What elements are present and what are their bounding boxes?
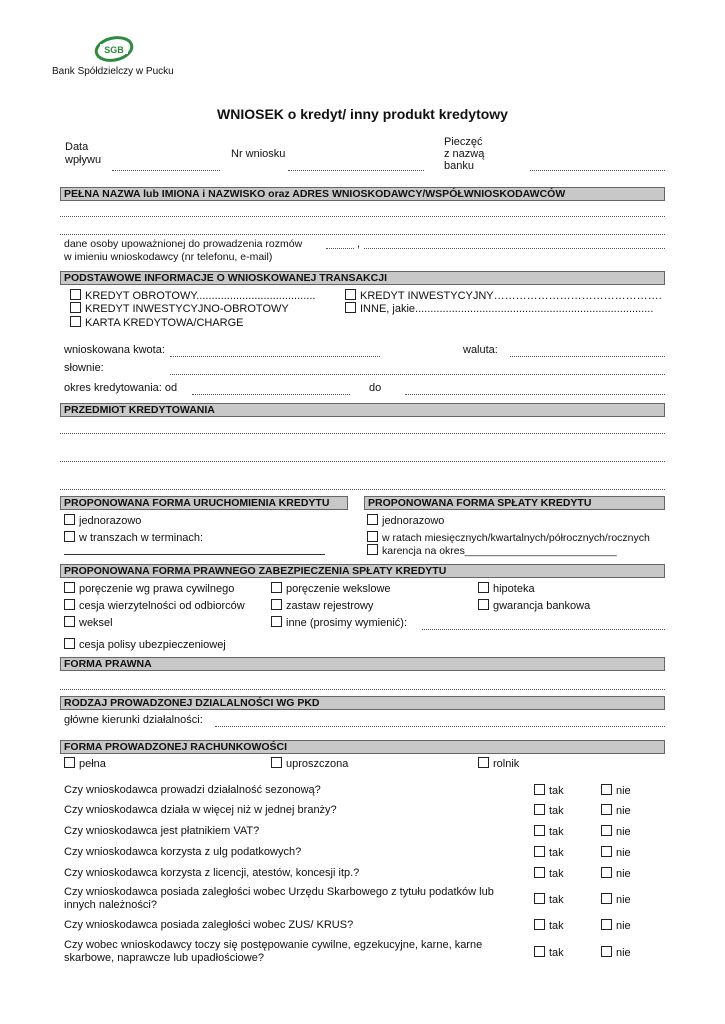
words-label: słownie: <box>64 362 104 374</box>
currency-label: waluta: <box>463 344 498 356</box>
subject-line-3[interactable] <box>60 489 665 490</box>
no-label: nie <box>616 894 631 906</box>
checkbox-other-security[interactable] <box>271 616 407 629</box>
checkbox-label: jednorazowo <box>79 515 142 527</box>
checkbox-investment-loan[interactable] <box>345 289 662 302</box>
other-security-field[interactable] <box>422 629 665 630</box>
checkbox-no-q6[interactable] <box>601 893 631 906</box>
period-label: okres kredytowania: od <box>64 382 178 394</box>
no-label: nie <box>616 868 631 880</box>
yes-label: tak <box>549 805 564 817</box>
yes-label: tak <box>549 894 564 906</box>
checkbox-no-q3[interactable] <box>601 825 631 838</box>
checkbox-label: hipoteka <box>493 583 535 595</box>
checkbox-label: gwarancja bankowa <box>493 600 591 612</box>
question-tax-relief: Czy wnioskodawca korzysta z ulg podatkowych? <box>64 846 302 858</box>
checkbox-yes-q2[interactable] <box>534 804 564 817</box>
section-header-repay: PROPONOWANA FORMA SPŁATY KREDYTU <box>364 496 665 510</box>
bank-name: Bank Spółdzielczy w Pucku <box>52 66 174 77</box>
checkbox-registered-pledge[interactable] <box>271 599 373 612</box>
question-tax-arrears-2: innych należności? <box>64 899 157 911</box>
checkbox-label: KARTA KREDYTOWA/CHARGE <box>85 317 244 329</box>
section-header-security: PROPONOWANA FORMA PRAWNEGO ZABEZPIECZENIA SPŁATY KREDYTU <box>60 564 665 578</box>
checkbox-investment-working-loan[interactable] <box>70 302 289 315</box>
period-to-label: do <box>369 382 382 394</box>
no-label: nie <box>616 947 631 959</box>
checkbox-label: weksel <box>79 617 113 629</box>
sgb-logo-icon <box>92 34 136 64</box>
question-proceedings-1: Czy wobec wnioskodawcy toczy się postępowanie cywilne, egzekucyjne, karne, karne <box>64 939 483 951</box>
amount-field[interactable] <box>170 356 380 357</box>
checkbox-receivables-assignment[interactable] <box>64 599 245 612</box>
checkbox-no-q8[interactable] <box>601 946 631 959</box>
yes-label: tak <box>549 785 564 797</box>
checkbox-other[interactable] <box>345 302 653 315</box>
yes-label: tak <box>549 868 564 880</box>
checkbox-full-accounting[interactable] <box>64 757 106 770</box>
checkbox-promissory-note[interactable] <box>64 616 113 629</box>
no-label: nie <box>616 847 631 859</box>
stamp-field[interactable] <box>530 170 665 171</box>
name-line-2[interactable] <box>60 234 665 235</box>
yes-label: tak <box>549 826 564 838</box>
section-header-launch: PROPONOWANA FORMA URUCHOMIENIA KREDYTU <box>60 496 348 510</box>
checkbox-yes-q6[interactable] <box>534 893 564 906</box>
pkd-field[interactable] <box>215 726 665 727</box>
date-label-2: wpływu <box>65 154 102 166</box>
checkbox-label: zastaw rejestrowy <box>286 600 374 612</box>
question-zus-arrears: Czy wnioskodawca posiada zaległości wobec ZUS/ KRUS? <box>64 919 354 931</box>
yes-label: tak <box>549 947 564 959</box>
checkbox-label: jednorazowo <box>382 515 445 527</box>
checkbox-yes-q7[interactable] <box>534 919 564 932</box>
checkbox-no-q7[interactable] <box>601 919 631 932</box>
words-field[interactable] <box>170 374 665 375</box>
checkbox-yes-q5[interactable] <box>534 867 564 880</box>
pkd-label: główne kierunki działalności: <box>64 714 203 726</box>
date-label-1: Data <box>65 141 89 153</box>
application-number-label: Nr wniosku <box>231 148 286 160</box>
question-vat: Czy wnioskodawca jest płatnikiem VAT? <box>64 825 260 837</box>
section-header-pkd: RODZAJ PROWADZONEJ DZIALALNOŚCI WG PKD <box>60 696 665 710</box>
section-header-name: PEŁNA NAZWA lub IMIONA i NAZWISKO oraz ADRES WNIOSKODAWCY/WSPÓŁWNIOSKODAWCÓW <box>60 187 665 201</box>
checkbox-bank-guarantee[interactable] <box>478 599 590 612</box>
checkbox-civil-guarantee[interactable] <box>64 582 234 595</box>
section-header-legal: FORMA PRAWNA <box>60 657 665 671</box>
checkbox-label: INNE, jakie.............................................................................. <box>360 303 654 315</box>
form-title: WNIOSEK o kredyt/ inny produkt kredytowy <box>217 106 508 122</box>
checkbox-yes-q8[interactable] <box>534 946 564 959</box>
section-header-accounting: FORMA PROWADZONEJ RACHUNKOWOŚCI <box>60 740 665 754</box>
question-proceedings-2: skarbowe, naprawcze lub upadłościowe? <box>64 952 264 964</box>
date-field[interactable] <box>112 170 220 171</box>
checkbox-grace-period[interactable] <box>367 544 617 557</box>
checkbox-label: rolnik <box>493 758 520 770</box>
question-tax-arrears-1: Czy wnioskodawca posiada zaległości wobec Urzędu Skarbowego z tytułu podatków lub <box>64 886 494 898</box>
no-label: nie <box>616 826 631 838</box>
checkbox-credit-card[interactable] <box>70 316 244 329</box>
checkbox-bill-guarantee[interactable] <box>271 582 391 595</box>
checkbox-label: poręczenie wg prawa cywilnego <box>79 583 235 595</box>
checkbox-launch-once[interactable] <box>64 514 141 527</box>
period-from-field[interactable] <box>192 394 350 395</box>
checkbox-label: poręczenie wekslowe <box>286 583 391 595</box>
no-label: nie <box>616 805 631 817</box>
section-header-subject: PRZEDMIOT KREDYTOWANIA <box>60 403 665 417</box>
question-seasonal: Czy wnioskodawca prowadzi działalność sezonową? <box>64 784 321 796</box>
subject-line-2[interactable] <box>60 461 665 462</box>
checkbox-label: cesja polisy ubezpieczeniowej <box>79 639 226 651</box>
bank-logo <box>92 34 136 64</box>
checkbox-yes-q1[interactable] <box>534 784 564 797</box>
amount-label: wnioskowana kwota: <box>64 344 165 356</box>
logo-text: SGB <box>104 45 124 55</box>
stamp-label-1: Pieczęć <box>444 136 483 148</box>
stamp-label-2: z nazwą <box>444 148 485 160</box>
checkbox-yes-q4[interactable] <box>534 846 564 859</box>
authorized-field-2[interactable] <box>364 248 665 249</box>
authorized-comma: , <box>357 238 361 250</box>
checkbox-repay-once[interactable] <box>367 514 444 527</box>
checkbox-label: KREDYT INWESTYCYJNY………………………………………. <box>360 290 662 302</box>
authorized-label-1: dane osoby upoważnionej do prowadzenia rozmów <box>64 238 303 250</box>
period-to-field[interactable] <box>405 394 665 395</box>
no-label: nie <box>616 785 631 797</box>
checkbox-label: uproszczona <box>286 758 349 770</box>
checkbox-label: pełna <box>79 758 106 770</box>
question-licenses: Czy wnioskodawca korzysta z licencji, atestów, koncesji itp.? <box>64 867 360 879</box>
checkbox-label: cesja wierzytelności od odbiorców <box>79 600 245 612</box>
checkbox-policy-assignment[interactable] <box>64 638 226 651</box>
yes-label: tak <box>549 920 564 932</box>
checkbox-launch-tranches[interactable] <box>64 531 203 544</box>
legal-form-field[interactable] <box>60 689 665 690</box>
name-line-1[interactable] <box>60 216 665 217</box>
authorized-field-1[interactable] <box>326 248 354 249</box>
checkbox-label: karencja na okres__________________________ <box>382 545 617 557</box>
currency-field[interactable] <box>510 356 665 357</box>
checkbox-label: w transzach w terminach: <box>79 532 204 544</box>
checkbox-label: inne (prosimy wymienić): <box>286 617 408 629</box>
checkbox-repay-installments[interactable] <box>367 531 650 544</box>
checkbox-no-q2[interactable] <box>601 804 631 817</box>
checkbox-label: w ratach miesięcznych/kwartalnych/półrocznych/rocznych <box>382 532 650 544</box>
checkbox-no-q5[interactable] <box>601 867 631 880</box>
question-multiple-industries: Czy wnioskodawca działa w więcej niż w jednej branży? <box>64 804 337 816</box>
stamp-label-3: banku <box>444 160 474 172</box>
checkbox-no-q4[interactable] <box>601 846 631 859</box>
application-number-field[interactable] <box>288 170 424 171</box>
section-header-info: PODSTAWOWE INFORMACJE O WNIOSKOWANEJ TRANSAKCJI <box>60 271 665 285</box>
checkbox-yes-q3[interactable] <box>534 825 564 838</box>
checkbox-mortgage[interactable] <box>478 582 535 595</box>
authorized-label-2: w imieniu wnioskodawcy (nr telefonu, e-mail) <box>64 251 273 263</box>
subject-line-1[interactable] <box>60 433 665 434</box>
checkbox-label: KREDYT OBROTOWY....................................... <box>85 290 316 302</box>
checkbox-no-q1[interactable] <box>601 784 631 797</box>
checkbox-label: KREDYT INWESTYCYJNO-OBROTOWY <box>85 303 289 315</box>
checkbox-farmer[interactable] <box>478 757 519 770</box>
checkbox-working-capital-loan[interactable] <box>70 289 315 302</box>
no-label: nie <box>616 920 631 932</box>
yes-label: tak <box>549 847 564 859</box>
tranches-field[interactable] <box>64 554 325 555</box>
checkbox-simplified-accounting[interactable] <box>271 757 348 770</box>
